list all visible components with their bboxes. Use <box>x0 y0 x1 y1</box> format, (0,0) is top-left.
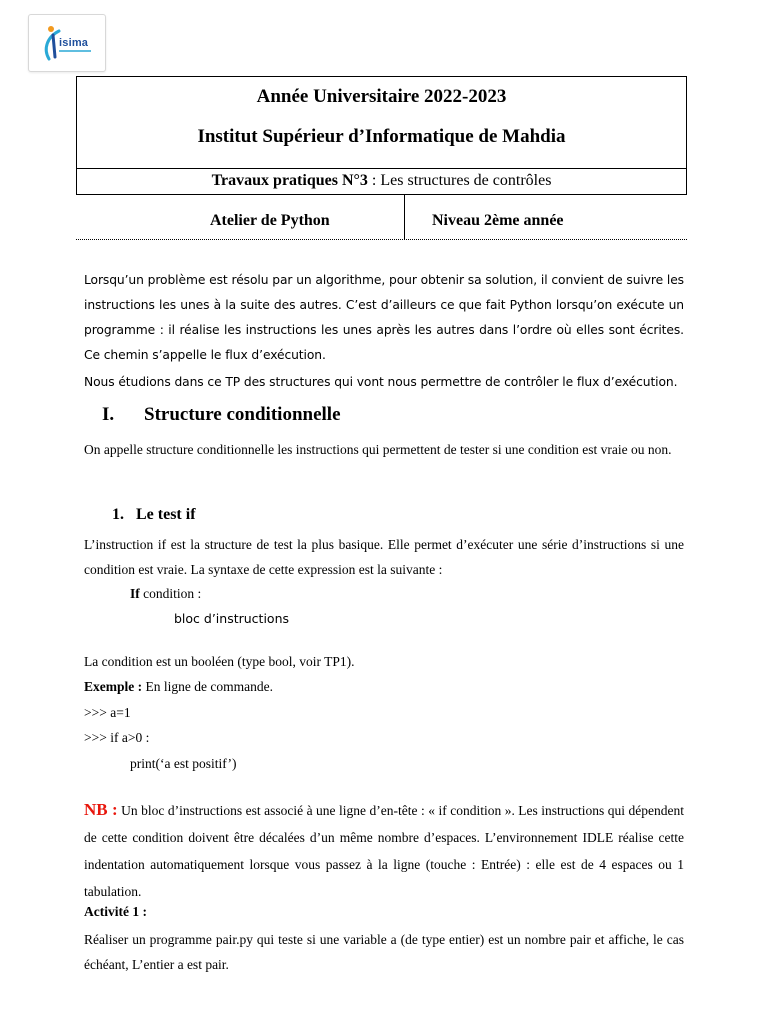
syntax-keyword: If <box>130 586 140 601</box>
code-line: >>> a=1 <box>84 705 131 720</box>
section-heading <box>102 404 341 426</box>
institute-name: Institut Supérieur d’Informatique de Mahdia <box>197 126 566 147</box>
syntax-line <box>130 586 201 602</box>
activity-label: Activité 1 : <box>84 904 147 919</box>
intro-paragraph-2: Nous étudions dans ce TP des structures qui vont nous permettre de contrôler le flux d’exécution. <box>84 375 678 389</box>
nb-paragraph <box>84 796 684 905</box>
example-line <box>84 679 273 695</box>
intro-paragraph: Lorsqu’un problème est résolu par un algorithme, pour obtenir sa solution, il convient de suivre les instructions les unes à la suite des autres. C’est d’ailleurs ce que fait Python lorsqu’on exécute un programme : il réalise les instructions les unes après les autres dans l’ordre où elles sont écrites. Ce chemin s’appelle le flux d’exécution. <box>84 273 684 362</box>
section-title: Structure conditionnelle <box>144 404 341 425</box>
workshop-name: Atelier de Python <box>210 212 330 229</box>
code-line: print(‘a est positif’) <box>130 756 237 771</box>
syntax-block: bloc d’instructions <box>174 611 290 626</box>
header-column-divider <box>404 194 405 240</box>
example-text: En ligne de commande. <box>142 679 273 694</box>
tp-label: Travaux pratiques N°3 <box>211 172 368 189</box>
syntax-condition: condition : <box>139 586 202 601</box>
bool-note: La condition est un booléen (type bool, voir TP1). <box>84 654 355 669</box>
nb-text: Un bloc d’instructions est associé à une ligne d’en-tête : « if condition ». Les instructions qui dépendent de cette condition doivent être décalées d’un même nombre d’espaces. L’environnement IDLE réalise cette indentation automatiquement lorsque vous passez à la ligne (touche : Entrée) : elle est de 4 espaces ou 1 tabulation. <box>84 803 685 899</box>
tp-heading <box>76 172 687 190</box>
tp-title: Les structures de contrôles <box>380 172 552 189</box>
nb-label: NB : <box>84 800 118 819</box>
subsection-heading <box>112 506 196 524</box>
tp-separator: : <box>367 172 381 189</box>
subsection-body: L’instruction if est la structure de test la plus basique. Elle permet d’exécuter une série d’instructions si une condition est vraie. La syntaxe de cette expression est la suivante : <box>84 537 684 577</box>
section-body: On appelle structure conditionnelle les instructions qui permettent de tester si une condition est vraie ou non. <box>84 442 672 457</box>
example-label: Exemple : <box>84 679 143 694</box>
header-bottom-border <box>76 239 687 240</box>
subsection-number: 1. <box>112 506 124 523</box>
header-divider <box>76 194 687 195</box>
level: Niveau 2ème année <box>432 212 564 229</box>
subsection-title: Le test if <box>136 506 196 523</box>
academic-year: Année Universitaire 2022-2023 <box>256 86 507 107</box>
activity-text: Réaliser un programme pair.py qui teste si une variable a (de type entier) est un nombre pair et affiche, le cas échéant, L’entier a est pair. <box>84 932 684 972</box>
institution-logo <box>28 14 106 72</box>
section-number: I. <box>102 404 115 425</box>
code-line: >>> if a>0 : <box>84 730 150 745</box>
header-table <box>76 76 687 240</box>
logo-text: isima <box>59 37 89 49</box>
